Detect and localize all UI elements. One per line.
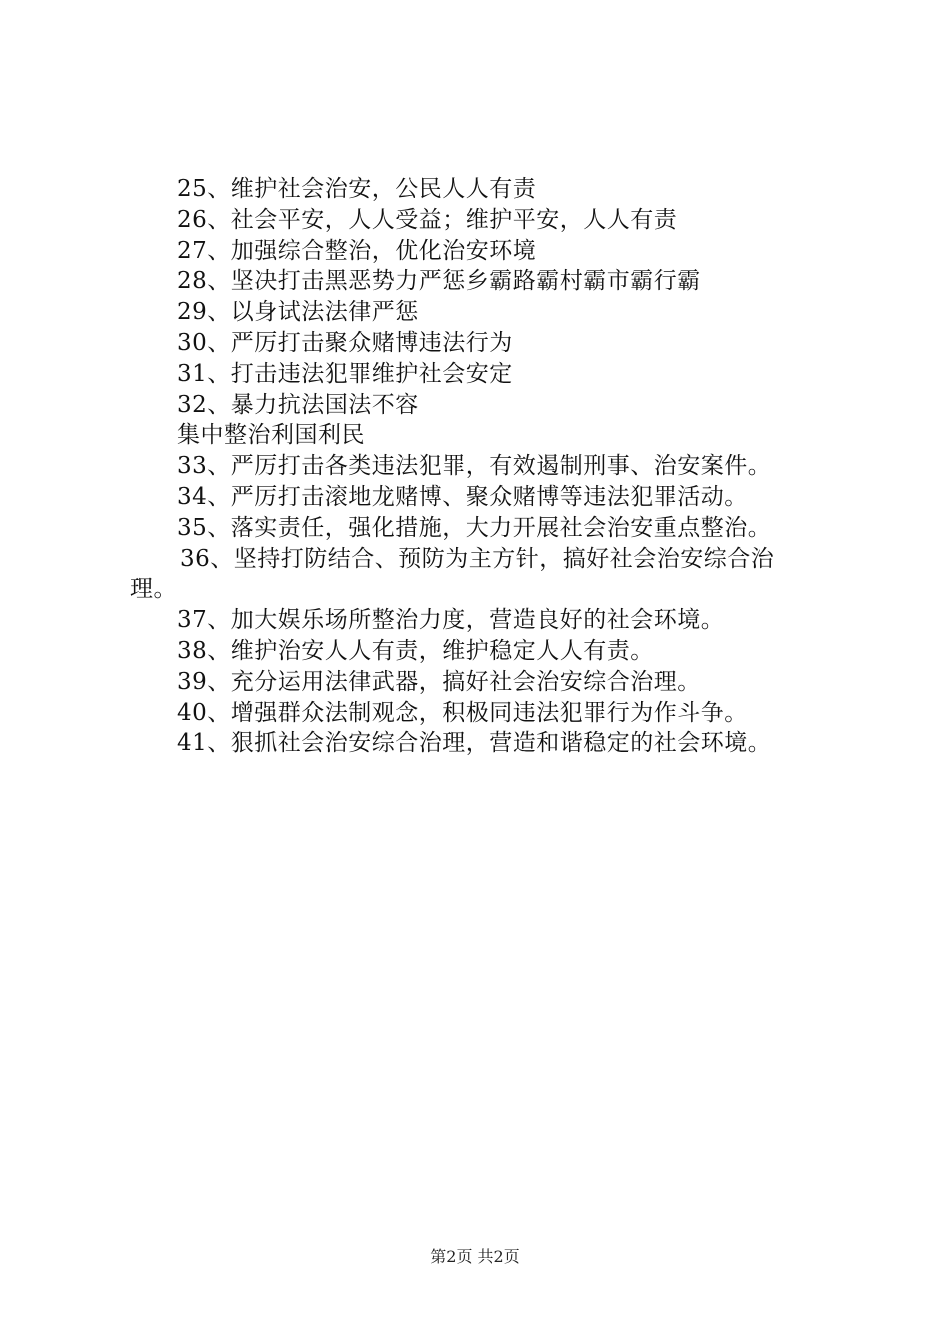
slogan-line: 35、落实责任，强化措施，大力开展社会治安重点整治。 — [177, 514, 772, 541]
slogan-line: 40、增强群众法制观念，积极同违法犯罪行为作斗争。 — [177, 699, 748, 726]
slogan-line: 38、维护治安人人有责，维护稳定人人有责。 — [177, 637, 654, 664]
slogan-line: 29、以身试法法律严惩 — [177, 299, 419, 326]
slogan-line: 37、加大娱乐场所整治力度，营造良好的社会环境。 — [177, 607, 725, 634]
page-number-footer: 第2页 共2页 — [430, 1247, 520, 1266]
slogan-line-continuation: 理。 — [130, 576, 177, 603]
slogan-line: 36、坚持打防结合、预防为主方针，搞好社会治安综合治 — [180, 545, 775, 572]
slogan-line: 30、严厉打击聚众赌博违法行为 — [177, 329, 513, 356]
slogan-line: 39、充分运用法律武器，搞好社会治安综合治理。 — [177, 668, 701, 695]
slogan-list — [130, 174, 840, 759]
slogan-line: 32、暴力抗法国法不容 — [177, 391, 419, 418]
slogan-line: 27、加强综合整治，优化治安环境 — [177, 237, 537, 264]
slogan-line: 31、打击违法犯罪维护社会安定 — [177, 360, 513, 387]
slogan-line: 33、严厉打击各类违法犯罪，有效遏制刑事、治安案件。 — [177, 453, 772, 480]
slogan-line: 34、严厉打击滚地龙赌博、聚众赌博等违法犯罪活动。 — [177, 483, 748, 510]
slogan-line: 26、社会平安，人人受益；维护平安，人人有责 — [177, 206, 678, 233]
slogan-line: 28、坚决打击黑恶势力严惩乡霸路霸村霸市霸行霸 — [177, 268, 701, 295]
slogan-line: 25、维护社会治安，公民人人有责 — [177, 176, 537, 202]
slogan-line: 集中整治利国利民 — [177, 422, 365, 449]
slogan-line: 41、狠抓社会治安综合治理，营造和谐稳定的社会环境。 — [177, 730, 772, 757]
